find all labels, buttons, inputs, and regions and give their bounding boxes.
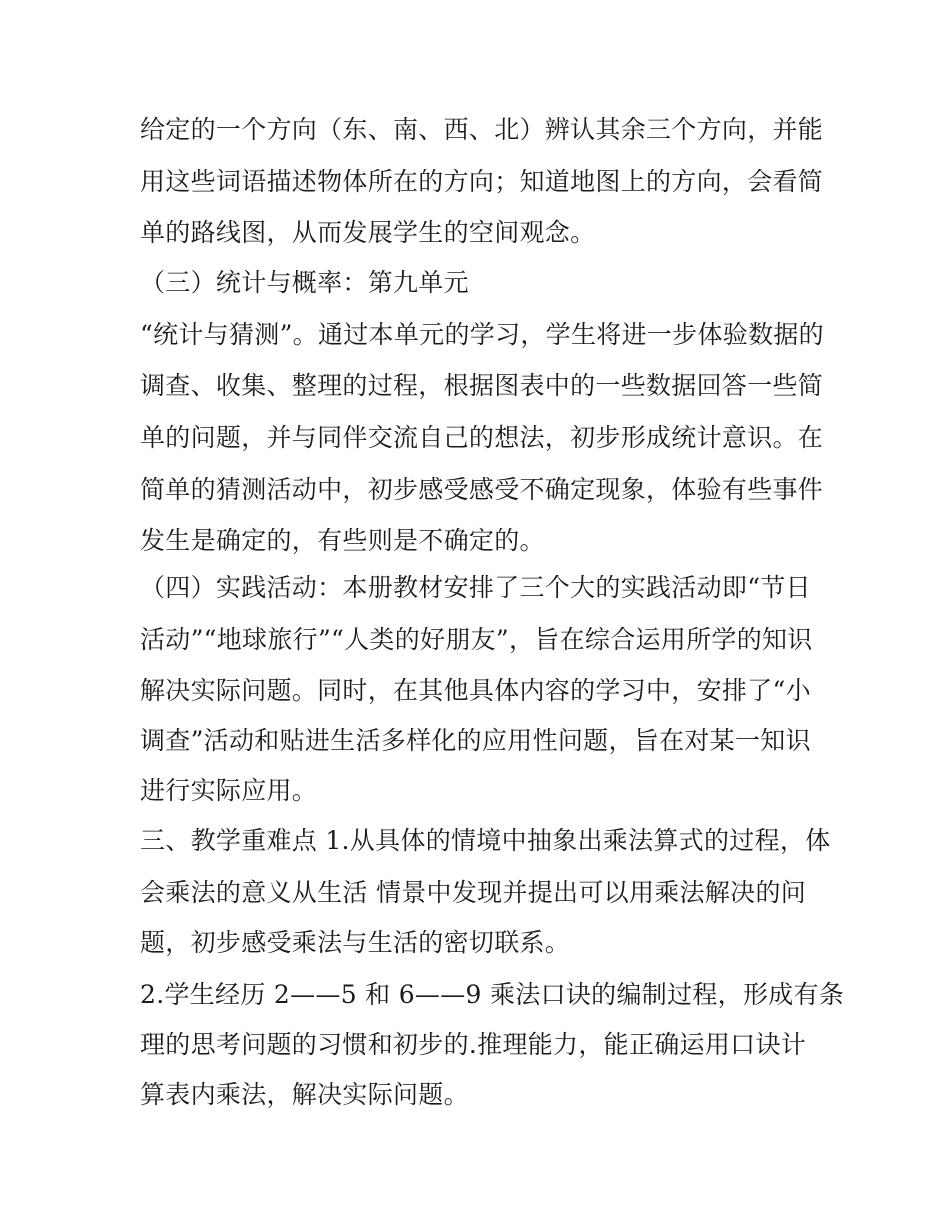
text-line: 算表内乘法，解决实际问题。: [140, 1080, 469, 1109]
section-heading: （三）统计与概率：第九单元: [140, 268, 469, 297]
text-line: 会乘法的意义从生活 情景中发现并提出可以用乘法解决的问: [140, 878, 807, 907]
text-line: 解决实际问题。同时，在其他具体内容的学习中，安排了“小: [140, 676, 811, 705]
text-line: 用这些词语描述物体所在的方向；知道地图上的方向，会看简: [140, 167, 824, 196]
text-line: 单的问题，并与同伴交流自己的想法，初步形成统计意识。在: [140, 423, 824, 452]
text-line: 简单的猜测活动中，初步感受感受不确定现象，体验有些事件: [140, 475, 824, 504]
text-line: “统计与猜测”。通过本单元的学习，学生将进一步体验数据的: [140, 320, 824, 349]
text-line: 题，初步感受乘法与生活的密切联系。: [140, 928, 571, 957]
text-line: 调查、收集、整理的过程，根据图表中的一些数据回答一些简: [140, 371, 824, 400]
text-line: 给定的一个方向（东、南、西、北）辨认其余三个方向，并能: [140, 115, 824, 144]
text-line: 三、教学重难点 1.从具体的情境中抽象出乘法算式的过程，体: [140, 826, 831, 855]
text-line: 调查”活动和贴进生活多样化的应用性问题，旨在对某一知识: [140, 726, 811, 755]
text-line: 活动”“地球旅行”“人类的好朋友”，旨在综合运用所学的知识: [140, 625, 813, 654]
text-line: 单的路线图，从而发展学生的空间观念。: [140, 218, 596, 247]
text-line: （四）实践活动：本册教材安排了三个大的实践活动即“节日: [140, 573, 811, 602]
text-line: 进行实际应用。: [140, 776, 318, 805]
text-line: 理的思考问题的习惯和初步的.推理能力，能正确运用口诀计: [140, 1030, 807, 1059]
text-line: 发生是确定的，有些则是不确定的。: [140, 526, 545, 555]
text-line: 2.学生经历 2——5 和 6——9 乘法口诀的编制过程，形成有条: [140, 980, 845, 1009]
